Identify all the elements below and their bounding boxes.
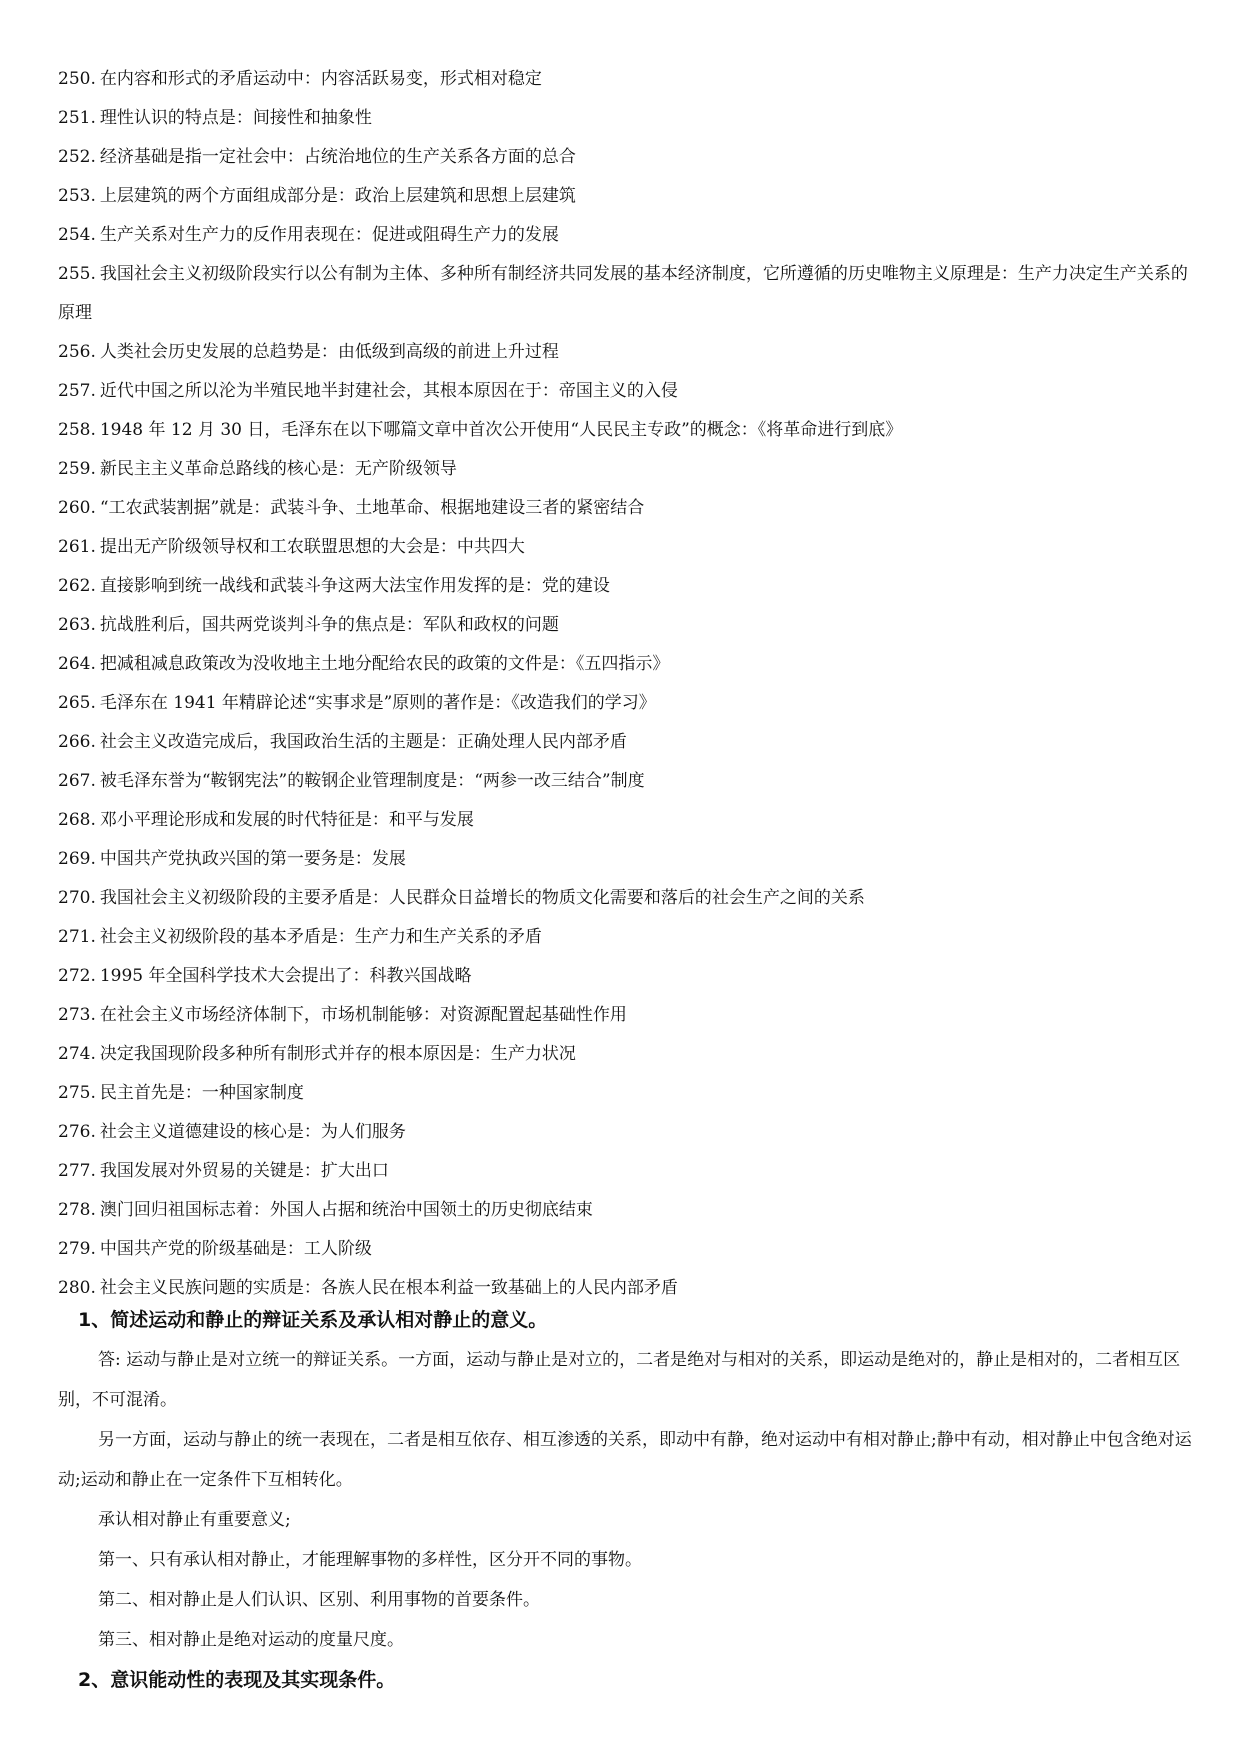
item-text: 在内容和形式的矛盾运动中：内容活跃易变，形式相对稳定 (99, 69, 542, 89)
list-item (58, 60, 1193, 99)
list-item (58, 645, 1193, 684)
essay-section-2 (58, 1660, 1193, 1700)
item-number: 251. (58, 108, 96, 128)
list-item (58, 1191, 1193, 1230)
item-text: 上层建筑的两个方面组成部分是：政治上层建筑和思想上层建筑 (99, 186, 576, 206)
item-number: 262. (58, 576, 96, 596)
item-text: 社会主义改造完成后，我国政治生活的主题是：正确处理人民内部矛盾 (99, 732, 627, 752)
item-text: 毛泽东在 1941 年精辟论述“实事求是”原则的著作是：《改造我们的学习》 (99, 693, 656, 713)
item-number: 252. (58, 147, 96, 167)
question-list (58, 60, 1193, 1308)
answer-paragraph: 另一方面，运动与静止的统一表现在，二者是相互依存、相互渗透的关系，即动中有静，绝对运动中有相对静止;静中有动，相对静止中包含绝对运动;运动和静止在一定条件下互相转化。 (58, 1430, 1192, 1490)
item-number: 273. (58, 1005, 96, 1025)
list-item (58, 879, 1193, 918)
item-text: 近代中国之所以沦为半殖民地半封建社会，其根本原因在于：帝国主义的入侵 (99, 381, 678, 401)
item-text: 经济基础是指一定社会中：占统治地位的生产关系各方面的总合 (99, 147, 576, 167)
item-number: 270. (58, 888, 96, 908)
item-text: “工农武装割据”就是：武装斗争、土地革命、根据地建设三者的紧密结合 (99, 498, 645, 518)
list-item (58, 489, 1193, 528)
item-number: 258. (58, 420, 96, 440)
list-item (58, 255, 1193, 333)
item-number: 277. (58, 1161, 96, 1181)
item-text: 决定我国现阶段多种所有制形式并存的根本原因是：生产力状况 (99, 1044, 576, 1064)
list-item (58, 333, 1193, 372)
item-number: 275. (58, 1083, 96, 1103)
section-heading: 2、意识能动性的表现及其实现条件。 (78, 1669, 396, 1691)
list-item (58, 762, 1193, 801)
list-item (58, 1035, 1193, 1074)
list-item (58, 840, 1193, 879)
item-text: 直接影响到统一战线和武装斗争这两大法宝作用发挥的是：党的建设 (99, 576, 610, 596)
list-item (58, 1074, 1193, 1113)
item-number: 268. (58, 810, 96, 830)
item-number: 271. (58, 927, 96, 947)
item-number: 280. (58, 1278, 96, 1298)
item-text: 社会主义道德建设的核心是：为人们服务 (99, 1122, 406, 1142)
item-text: 我国社会主义初级阶段实行以公有制为主体、多种所有制经济共同发展的基本经济制度，它所遵循的历史唯物主义原理是：生产力决定生产关系的原理 (58, 264, 1188, 323)
item-text: 新民主主义革命总路线的核心是：无产阶级领导 (99, 459, 457, 479)
list-item (58, 372, 1193, 411)
item-number: 261. (58, 537, 96, 557)
item-number: 250. (58, 69, 96, 89)
list-item (58, 996, 1193, 1035)
list-item (58, 450, 1193, 489)
item-text: 澳门回归祖国标志着：外国人占据和统治中国领土的历史彻底结束 (99, 1200, 593, 1220)
item-text: 提出无产阶级领导权和工农联盟思想的大会是：中共四大 (99, 537, 525, 557)
item-text: 我国发展对外贸易的关键是：扩大出口 (99, 1161, 389, 1181)
item-text: 中国共产党的阶级基础是：工人阶级 (99, 1239, 372, 1259)
section-heading: 1、简述运动和静止的辩证关系及承认相对静止的意义。 (78, 1309, 548, 1331)
item-text: 中国共产党执政兴国的第一要务是：发展 (99, 849, 406, 869)
item-number: 276. (58, 1122, 96, 1142)
item-text: 1995 年全国科学技术大会提出了：科教兴国战略 (99, 966, 472, 986)
item-number: 265. (58, 693, 96, 713)
item-text: 生产关系对生产力的反作用表现在：促进或阻碍生产力的发展 (99, 225, 559, 245)
list-item (58, 723, 1193, 762)
item-number: 267. (58, 771, 96, 791)
item-text: 邓小平理论形成和发展的时代特征是：和平与发展 (99, 810, 474, 830)
item-number: 278. (58, 1200, 96, 1220)
item-number: 255. (58, 264, 96, 284)
item-text: 我国社会主义初级阶段的主要矛盾是：人民群众日益增长的物质文化需要和落后的社会生产之间的关系 (99, 888, 865, 908)
item-number: 257. (58, 381, 96, 401)
item-number: 279. (58, 1239, 96, 1259)
list-item (58, 99, 1193, 138)
item-number: 263. (58, 615, 96, 635)
item-number: 264. (58, 654, 96, 674)
list-item (58, 957, 1193, 996)
answer-paragraph: 承认相对静止有重要意义; (98, 1510, 291, 1530)
list-item (58, 138, 1193, 177)
list-item (58, 1230, 1193, 1269)
essay-section-1 (58, 1300, 1193, 1660)
answer-paragraph: 第三、相对静止是绝对运动的度量尺度。 (98, 1630, 404, 1650)
item-text: 抗战胜利后，国共两党谈判斗争的焦点是：军队和政权的问题 (99, 615, 559, 635)
list-item (58, 567, 1193, 606)
item-number: 259. (58, 459, 96, 479)
list-item (58, 411, 1193, 450)
item-number: 260. (58, 498, 96, 518)
list-item (58, 1152, 1193, 1191)
list-item (58, 1113, 1193, 1152)
item-number: 266. (58, 732, 96, 752)
list-item (58, 528, 1193, 567)
answer-paragraph: 答: 运动与静止是对立统一的辩证关系。一方面，运动与静止是对立的，二者是绝对与相对的关系，即运动是绝对的，静止是相对的，二者相互区别，不可混淆。 (58, 1350, 1181, 1410)
item-text: 1948 年 12 月 30 日，毛泽东在以下哪篇文章中首次公开使用“人民民主专政”的概念：《将革命进行到底》 (99, 420, 903, 440)
item-number: 254. (58, 225, 96, 245)
list-item (58, 216, 1193, 255)
item-text: 人类社会历史发展的总趋势是：由低级到高级的前进上升过程 (99, 342, 559, 362)
item-text: 把减租减息政策改为没收地主土地分配给农民的政策的文件是：《五四指示》 (99, 654, 670, 674)
list-item (58, 177, 1193, 216)
item-text: 社会主义民族问题的实质是：各族人民在根本利益一致基础上的人民内部矛盾 (99, 1278, 678, 1298)
list-item (58, 606, 1193, 645)
item-text: 民主首先是：一种国家制度 (99, 1083, 304, 1103)
answer-paragraph: 第二、相对静止是人们认识、区别、利用事物的首要条件。 (98, 1590, 540, 1610)
item-text: 在社会主义市场经济体制下，市场机制能够：对资源配置起基础性作用 (99, 1005, 627, 1025)
item-number: 269. (58, 849, 96, 869)
list-item (58, 801, 1193, 840)
item-number: 274. (58, 1044, 96, 1064)
item-text: 被毛泽东誉为“鞍钢宪法”的鞍钢企业管理制度是：“两参一改三结合”制度 (99, 771, 645, 791)
item-text: 社会主义初级阶段的基本矛盾是：生产力和生产关系的矛盾 (99, 927, 542, 947)
item-text: 理性认识的特点是：间接性和抽象性 (99, 108, 372, 128)
item-number: 272. (58, 966, 96, 986)
list-item (58, 918, 1193, 957)
item-number: 256. (58, 342, 96, 362)
answer-paragraph: 第一、只有承认相对静止，才能理解事物的多样性，区分开不同的事物。 (98, 1550, 642, 1570)
item-number: 253. (58, 186, 96, 206)
list-item (58, 684, 1193, 723)
